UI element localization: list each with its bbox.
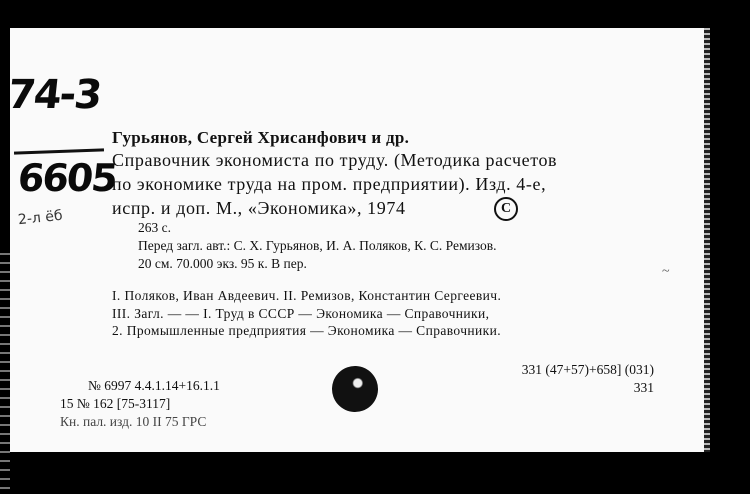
stamp-line-2: 15 № 162 [75-3117]: [60, 396, 171, 411]
handwritten-call-number-bottom: 6605: [15, 156, 119, 200]
stamp-line-3: Кн. пал. изд. 10 II 75 ГРС: [60, 414, 207, 429]
author-heading: Гурьянов, Сергей Хрисанфович и др.: [112, 128, 410, 147]
title-line-1: Справочник экономиста по труду. (Методика расчетов: [112, 150, 558, 170]
classification-code: 331 (47+57)+658] (031): [521, 362, 654, 377]
film-edge-right: [704, 28, 710, 452]
authors-note: Перед загл. авт.: С. Х. Гурьянов, И. А. Поляков, К. С. Ремизов.: [138, 238, 497, 253]
classification-code-short: 331: [633, 380, 654, 395]
page-count: 263 с.: [138, 220, 171, 235]
handwritten-margin-note: 2-л ёб: [17, 207, 64, 229]
subject-line-3: 2. Промышленные предприятия — Экономика — Справочники.: [112, 323, 502, 338]
film-edge-left: [0, 250, 10, 490]
subject-line-2: III. Загл. — — I. Труд в СССР — Экономика — Справочники,: [112, 306, 490, 321]
copyright-icon: C: [494, 197, 518, 221]
ink-smudge: ~: [662, 264, 670, 279]
title-line-3: испр. и доп. М., «Экономика», 1974: [112, 198, 406, 218]
handwritten-call-number-top: 74-3: [5, 72, 103, 118]
title-line-2: по экономике труда на пром. предприятии). Изд. 4-е,: [112, 174, 547, 194]
stamp-line-1: № 6997 4.4.1.14+16.1.1: [88, 378, 220, 393]
subject-line-1: I. Поляков, Иван Авдеевич. II. Ремизов, Константин Сергеевич.: [112, 288, 502, 303]
physical-description: 20 см. 70.000 экз. 95 к. В пер.: [138, 256, 307, 271]
